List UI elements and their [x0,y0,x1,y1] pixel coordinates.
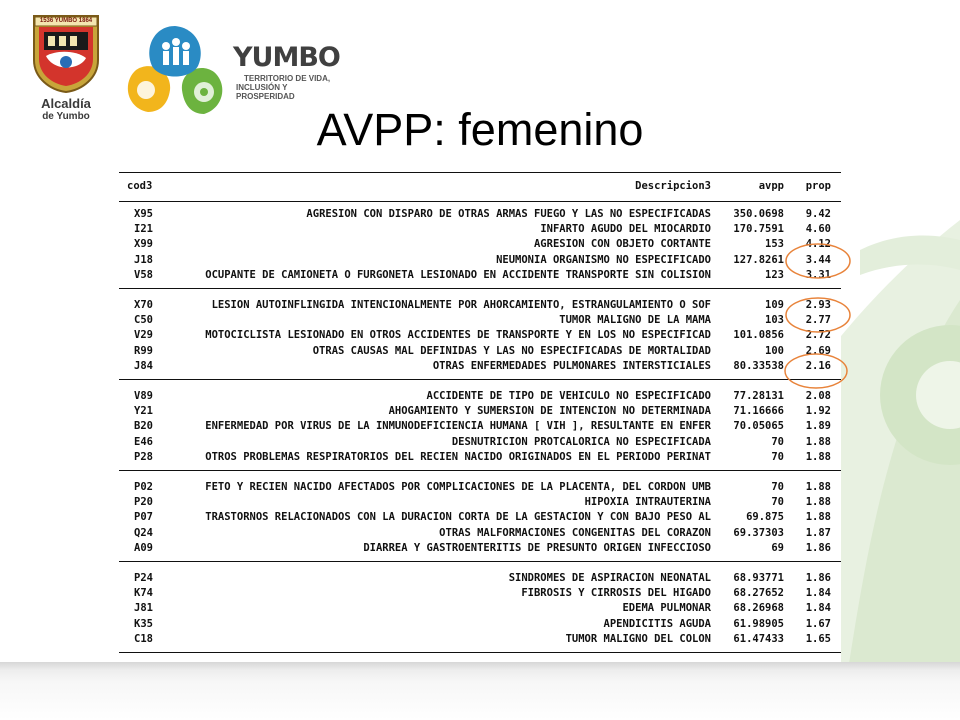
table-header-row [119,179,841,194]
cell-avpp: 153 [765,238,784,251]
cell-descripcion3: OTRAS CAUSAS MAL DEFINIDAS Y LAS NO ESPECIFICADAS DE MORTALIDAD [312,344,711,357]
cell-prop: 3.44 [805,253,831,266]
cell-descripcion3: INFARTO AGUDO DEL MIOCARDIO [540,223,711,236]
page-title: AVPP: femenino [316,104,644,155]
cell-cod3: P07 [134,511,153,524]
table-row [119,268,841,283]
group-rule [119,288,841,289]
cell-descripcion3: OTRAS MALFORMACIONES CONGENITAS DEL CORAZON [439,526,711,539]
cell-descripcion3: TRASTORNOS RELACIONADOS CON LA DURACION CORTA DE LA GESTACION Y CON BAJO PESO AL [205,511,711,524]
table-row [119,617,841,632]
cell-descripcion3: TUMOR MALIGNO DE LA MAMA [559,314,711,327]
cell-cod3: C50 [134,314,153,327]
cell-avpp: 68.26968 [733,602,784,615]
cell-avpp: 103 [765,314,784,327]
cell-prop: 1.92 [805,405,831,418]
table-row [119,404,841,419]
header-descripcion3: Descripcion3 [635,180,711,192]
alcaldia-crest-logo [28,12,104,99]
cell-descripcion3: NEUMONIA ORGANISMO NO ESPECIFICADO [496,253,711,266]
cell-cod3: R99 [134,344,153,357]
cell-descripcion3: EDEMA PULMONAR [622,602,711,615]
cell-cod3: Y21 [134,405,153,418]
cell-cod3: X99 [134,238,153,251]
cell-prop: 1.86 [805,572,831,584]
cell-cod3: A09 [134,541,153,554]
cell-avpp: 61.98905 [733,617,784,630]
cell-cod3: V29 [134,329,153,342]
cell-prop: 4.12 [805,238,831,251]
cell-cod3: X70 [134,299,153,311]
table-row [119,541,841,556]
cell-prop: 4.60 [805,223,831,236]
table-header-rule [119,201,841,202]
cell-prop: 1.88 [805,435,831,448]
cell-cod3: K35 [134,617,153,630]
cell-avpp: 70 [771,450,784,463]
cell-cod3: P02 [134,481,153,493]
table-row [119,450,841,465]
cell-prop: 1.86 [805,541,831,554]
table-row [119,389,841,404]
cell-descripcion3: DESNUTRICION PROTCALORICA NO ESPECIFICADA [451,435,711,448]
cell-prop: 1.88 [805,496,831,509]
cell-cod3: P24 [134,572,153,584]
table-row [119,222,841,237]
table-top-rule [119,172,841,173]
cell-avpp: 61.47433 [733,632,784,645]
cell-prop: 3.31 [805,268,831,281]
table-row [119,207,841,222]
cell-avpp: 70 [771,481,784,493]
yumbo-wordmark: YUMBO [233,42,340,73]
cell-avpp: 70 [771,496,784,509]
cell-descripcion3: AHOGAMIENTO Y SUMERSION DE INTENCION NO DETERMINADA [388,405,711,418]
cell-avpp: 77.28131 [733,390,784,402]
cell-avpp: 69.875 [746,511,784,524]
table-row [119,313,841,328]
cell-descripcion3: OTRAS ENFERMEDADES PULMONARES INTERSTICIALES [432,359,711,372]
cell-descripcion3: OTROS PROBLEMAS RESPIRATORIOS DEL RECIEN NACIDO ORIGINADOS EN EL PERIODO PERINAT [205,450,711,463]
table-row [119,435,841,450]
cell-prop: 1.88 [805,481,831,493]
table-row [119,586,841,601]
cell-avpp: 68.93771 [733,572,784,584]
cell-descripcion3: ENFERMEDAD POR VIRUS DE LA INMUNODEFICIENCIA HUMANA [ VIH ], RESULTANTE EN ENFER [205,420,711,433]
cell-descripcion3: SINDROMES DE ASPIRACION NEONATAL [508,572,711,584]
cell-prop: 1.67 [805,617,831,630]
cell-descripcion3: FIBROSIS Y CIRROSIS DEL HIGADO [521,587,711,600]
table-row [119,495,841,510]
cell-descripcion3: APENDICITIS AGUDA [603,617,711,630]
cell-prop: 2.16 [805,359,831,372]
group-rule [119,652,841,653]
cell-cod3: V89 [134,390,153,402]
yumbo-tagline-line1: TERRITORIO DE VIDA, [244,74,331,83]
cell-descripcion3: LESION AUTOINFLINGIDA INTENCIONALMENTE POR AHORCAMIENTO, ESTRANGULAMIENTO O SOF [211,299,711,311]
table-row [119,298,841,313]
cell-avpp: 80.33538 [733,359,784,372]
cell-cod3: I21 [134,223,153,236]
cell-avpp: 70.05065 [733,420,784,433]
cell-descripcion3: FETO Y RECIEN NACIDO AFECTADOS POR COMPLICACIONES DE LA PLACENTA, DEL CORDON UMB [205,481,711,493]
cell-cod3: J18 [134,253,153,266]
cell-avpp: 71.16666 [733,405,784,418]
cell-prop: 1.88 [805,511,831,524]
cell-avpp: 68.27652 [733,587,784,600]
table-row [119,632,841,647]
table-row [119,419,841,434]
cell-cod3: J81 [134,602,153,615]
cell-prop: 1.84 [805,587,831,600]
alcaldia-line1: Alcaldía [41,96,91,111]
cell-prop: 2.08 [805,390,831,402]
table-row [119,510,841,525]
yumbo-tagline [236,74,346,101]
cell-descripcion3: AGRESION CON DISPARO DE OTRAS ARMAS FUEGO Y LAS NO ESPECIFICADAS [306,208,711,220]
cell-cod3: P20 [134,496,153,509]
cell-cod3: K74 [134,587,153,600]
group-rule [119,470,841,471]
table-row [119,359,841,374]
group-rule [119,561,841,562]
cell-prop: 1.84 [805,602,831,615]
cell-avpp: 350.0698 [733,208,784,220]
cell-prop: 2.93 [805,299,831,311]
table-row [119,526,841,541]
cell-cod3: J84 [134,359,153,372]
cell-descripcion3: AGRESION CON OBJETO CORTANTE [533,238,711,251]
cell-avpp: 100 [765,344,784,357]
table-row [119,571,841,586]
avpp-table [119,170,841,662]
header-avpp: avpp [758,180,784,192]
cell-prop: 2.69 [805,344,831,357]
table-row [119,601,841,616]
header-prop: prop [805,180,831,192]
cell-cod3: C18 [134,632,153,645]
cell-avpp: 69.37303 [733,526,784,539]
cell-prop: 1.89 [805,420,831,433]
cell-descripcion3: DIARREA Y GASTROENTERITIS DE PRESUNTO ORIGEN INFECCIOSO [363,541,711,554]
cell-descripcion3: TUMOR MALIGNO DEL COLON [565,632,711,645]
cell-prop: 1.88 [805,450,831,463]
yumbo-logo-icon [120,24,230,116]
yumbo-tagline-line2: INCLUSIÓN Y PROSPERIDAD [236,83,295,101]
cell-descripcion3: ACCIDENTE DE TIPO DE VEHICULO NO ESPECIFICADO [426,390,711,402]
table-row [119,237,841,252]
cell-cod3: X95 [134,208,153,220]
cell-cod3: Q24 [134,526,153,539]
cell-cod3: V58 [134,268,153,281]
cell-descripcion3: OCUPANTE DE CAMIONETA O FURGONETA LESIONADO EN ACCIDENTE TRANSPORTE SIN COLISION [205,268,711,281]
crest-banner-text: 1536 YUMBO 1864 [39,18,93,24]
cell-avpp: 109 [765,299,784,311]
group-rule [119,379,841,380]
cell-prop: 9.42 [805,208,831,220]
table-row [119,344,841,359]
cell-prop: 1.65 [805,632,831,645]
cell-cod3: E46 [134,435,153,448]
cell-avpp: 127.8261 [733,253,784,266]
cell-descripcion3: MOTOCICLISTA LESIONADO EN OTROS ACCIDENTES DE TRANSPORTE Y EN LOS NO ESPECIFICAD [205,329,711,342]
cell-avpp: 69 [771,541,784,554]
table-row [119,253,841,268]
table-row [119,480,841,495]
header-cod3: cod3 [127,180,153,192]
cell-cod3: B20 [134,420,153,433]
table-row [119,328,841,343]
cell-avpp: 70 [771,435,784,448]
cell-prop: 2.77 [805,314,831,327]
cell-descripcion3: HIPOXIA INTRAUTERINA [584,496,711,509]
cell-avpp: 170.7591 [733,223,784,236]
cell-prop: 1.87 [805,526,831,539]
cell-avpp: 123 [765,268,784,281]
bottom-band [0,662,960,720]
cell-prop: 2.72 [805,329,831,342]
cell-avpp: 101.0856 [733,329,784,342]
cell-cod3: P28 [134,450,153,463]
alcaldia-line2: de Yumbo [42,111,90,122]
